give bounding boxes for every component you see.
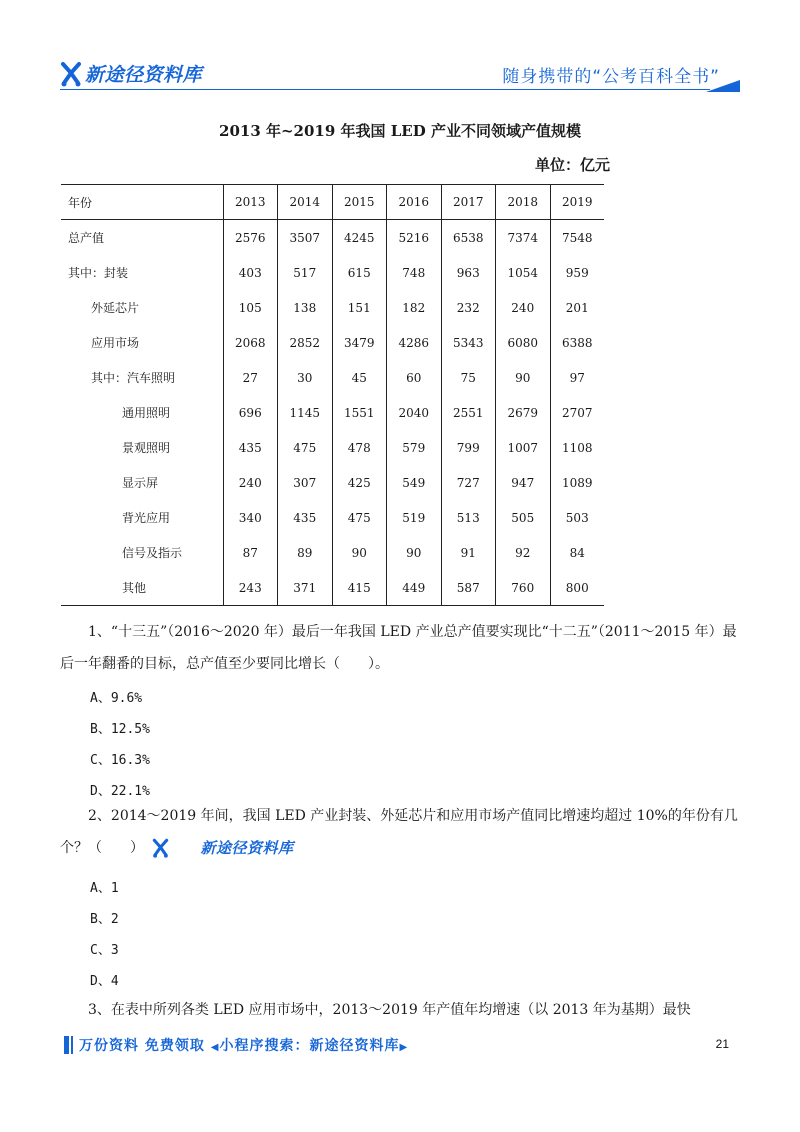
table-cell: 60: [387, 360, 442, 395]
triangle-right-icon: ▶: [399, 1042, 409, 1053]
table-cell: 4286: [387, 325, 442, 360]
logo-x-icon: [152, 838, 169, 858]
table-cell: 475: [332, 500, 387, 535]
table-cell: 1108: [550, 430, 604, 465]
page-footer: [64, 1035, 744, 1059]
row-label: 其他: [61, 570, 223, 606]
table-cell: 90: [387, 535, 442, 570]
table-cell: 760: [496, 570, 551, 606]
table-title: 2013 年~2019 年我国 LED 产业不同领域产值规模: [219, 122, 581, 140]
logo-text: 新途径资料库: [85, 64, 203, 86]
table-cell: 425: [332, 465, 387, 500]
table-row: [61, 535, 604, 570]
question-3-text: 3、在表中所列各类 LED 应用市场中，2013～2019 年产值年均增速（以 2013 年为基期）最快: [88, 1002, 691, 1018]
question-1-option-c: C、16.3%: [90, 753, 150, 768]
table-cell: 478: [332, 430, 387, 465]
page-number: 21: [715, 1037, 729, 1051]
table-cell: 7548: [550, 220, 604, 256]
question-2-option-b: B、2: [90, 912, 119, 927]
table-cell: 959: [550, 255, 604, 290]
row-label: 背光应用: [122, 511, 171, 525]
year-header: 2016: [387, 185, 442, 220]
table-cell: 513: [441, 500, 496, 535]
triangle-left-icon: ◀: [210, 1042, 220, 1053]
table-cell: 3507: [278, 220, 333, 256]
table-cell: 696: [223, 395, 278, 430]
question-2-option-a: A、1: [90, 881, 119, 896]
table-cell: 87: [223, 535, 278, 570]
table-cell: 2040: [387, 395, 442, 430]
table-cell: 748: [387, 255, 442, 290]
header-slogan: 随身携带的“公考百科全书”: [502, 67, 720, 87]
table-cell: 7374: [496, 220, 551, 256]
table-cell: 27: [223, 360, 278, 395]
table-unit: 单位：亿元: [534, 156, 610, 174]
table-cell: 519: [387, 500, 442, 535]
table-cell: 307: [278, 465, 333, 500]
year-header: 2015: [332, 185, 387, 220]
table-cell: 232: [441, 290, 496, 325]
table-cell: 587: [441, 570, 496, 606]
table-row: [61, 570, 604, 606]
row-label: 通用照明: [122, 406, 171, 420]
table-cell: 84: [550, 535, 604, 570]
question-2-option-d: D、4: [90, 974, 119, 989]
table-cell: 90: [496, 360, 551, 395]
header-accent: [706, 80, 740, 92]
row-label: 总产值: [68, 231, 105, 245]
row-label: 信号及指示: [122, 546, 183, 560]
table-cell: 2551: [441, 395, 496, 430]
table-cell: 6538: [441, 220, 496, 256]
row-label: 显示屏: [122, 476, 159, 490]
table-cell: 5343: [441, 325, 496, 360]
footer-bar-icon: [71, 1036, 73, 1054]
table-cell: 201: [550, 290, 604, 325]
table-cell: 2068: [223, 325, 278, 360]
table-cell: 182: [387, 290, 442, 325]
table-cell: 517: [278, 255, 333, 290]
table-cell: 449: [387, 570, 442, 606]
table-cell: 6388: [550, 325, 604, 360]
table-cell: 415: [332, 570, 387, 606]
question-1-text: 1、“十三五”（2016～2020 年）最后一年我国 LED 产业总产值要实现比“十二五”（2011～2015 年）最后一年翻番的目标，总产值至少要同比增长（ ）。: [60, 624, 737, 672]
table-cell: 1007: [496, 430, 551, 465]
table-cell: 4245: [332, 220, 387, 256]
table-cell: 435: [223, 430, 278, 465]
table-row: [61, 360, 604, 395]
table-cell: 3479: [332, 325, 387, 360]
table-cell: 1551: [332, 395, 387, 430]
table-cell: 799: [441, 430, 496, 465]
inline-brand-logo: [152, 832, 293, 864]
table-cell: 371: [278, 570, 333, 606]
row-label: 外延芯片: [91, 301, 140, 315]
question-1-option-b: B、12.5%: [90, 722, 150, 737]
brand-logo: [60, 60, 202, 87]
row-label: 其中：汽车照明: [91, 371, 176, 385]
question-2-option-c: C、3: [90, 943, 119, 958]
table-cell: 6080: [496, 325, 551, 360]
table-cell: 505: [496, 500, 551, 535]
table-row: [61, 290, 604, 325]
logo-text: 新途径资料库: [200, 839, 294, 857]
table-cell: 2576: [223, 220, 278, 256]
table-cell: 2707: [550, 395, 604, 430]
page-header: [60, 56, 740, 96]
table-cell: 947: [496, 465, 551, 500]
footer-bar-icon: [64, 1036, 69, 1054]
table-cell: 403: [223, 255, 278, 290]
table-row: [61, 255, 604, 290]
table-cell: 1054: [496, 255, 551, 290]
row-label: 其中：封装: [68, 266, 129, 280]
table-cell: 75: [441, 360, 496, 395]
header-divider: [60, 89, 710, 90]
table-cell: 549: [387, 465, 442, 500]
table-row: [61, 500, 604, 535]
row-label: 应用市场: [91, 336, 140, 350]
year-header: 2014: [278, 185, 333, 220]
table-cell: 2852: [278, 325, 333, 360]
table-cell: 727: [441, 465, 496, 500]
table-row: [61, 220, 604, 256]
question-1-option-a: A、9.6%: [90, 691, 143, 706]
table-cell: 243: [223, 570, 278, 606]
question-1-option-d: D、22.1%: [90, 784, 150, 799]
table-cell: 963: [441, 255, 496, 290]
table-cell: 1089: [550, 465, 604, 500]
question-2-body: 2、2014～2019 年间，我国 LED 产业封装、外延芯片和应用市场产值同比增速均超过 10%的年份有几个？（ ）: [60, 808, 738, 856]
table-cell: 5216: [387, 220, 442, 256]
table-row: [61, 325, 604, 360]
table-cell: 240: [496, 290, 551, 325]
logo-x-icon: [60, 61, 82, 87]
table-cell: 579: [387, 430, 442, 465]
table-row: [61, 465, 604, 500]
table-cell: 138: [278, 290, 333, 325]
table-row: [61, 430, 604, 465]
table-cell: 105: [223, 290, 278, 325]
row-label: 景观照明: [122, 441, 171, 455]
table-row: [61, 395, 604, 430]
table-cell: 89: [278, 535, 333, 570]
table-cell: 240: [223, 465, 278, 500]
footer-promo-main: 万份资料 免费领取: [79, 1038, 205, 1054]
year-header: 2013: [223, 185, 278, 220]
table-cell: 800: [550, 570, 604, 606]
table-cell: 1145: [278, 395, 333, 430]
table-cell: 91: [441, 535, 496, 570]
footer-promo: [79, 1035, 408, 1055]
question-2-text: [60, 800, 745, 864]
table-cell: 30: [278, 360, 333, 395]
table-cell: 97: [550, 360, 604, 395]
year-header: 2019: [550, 185, 604, 220]
table-cell: 503: [550, 500, 604, 535]
table-header-row: [61, 185, 604, 220]
year-header: 2018: [496, 185, 551, 220]
table-cell: 340: [223, 500, 278, 535]
table-cell: 435: [278, 500, 333, 535]
row-header: 年份: [61, 185, 223, 220]
table-cell: 90: [332, 535, 387, 570]
table-cell: 475: [278, 430, 333, 465]
table-cell: 45: [332, 360, 387, 395]
table-cell: 615: [332, 255, 387, 290]
table-cell: 2679: [496, 395, 551, 430]
table-cell: 92: [496, 535, 551, 570]
table-cell: 151: [332, 290, 387, 325]
year-header: 2017: [441, 185, 496, 220]
footer-promo-mini: 小程序搜索：新途径资料库: [219, 1038, 400, 1054]
data-table: [61, 184, 604, 606]
